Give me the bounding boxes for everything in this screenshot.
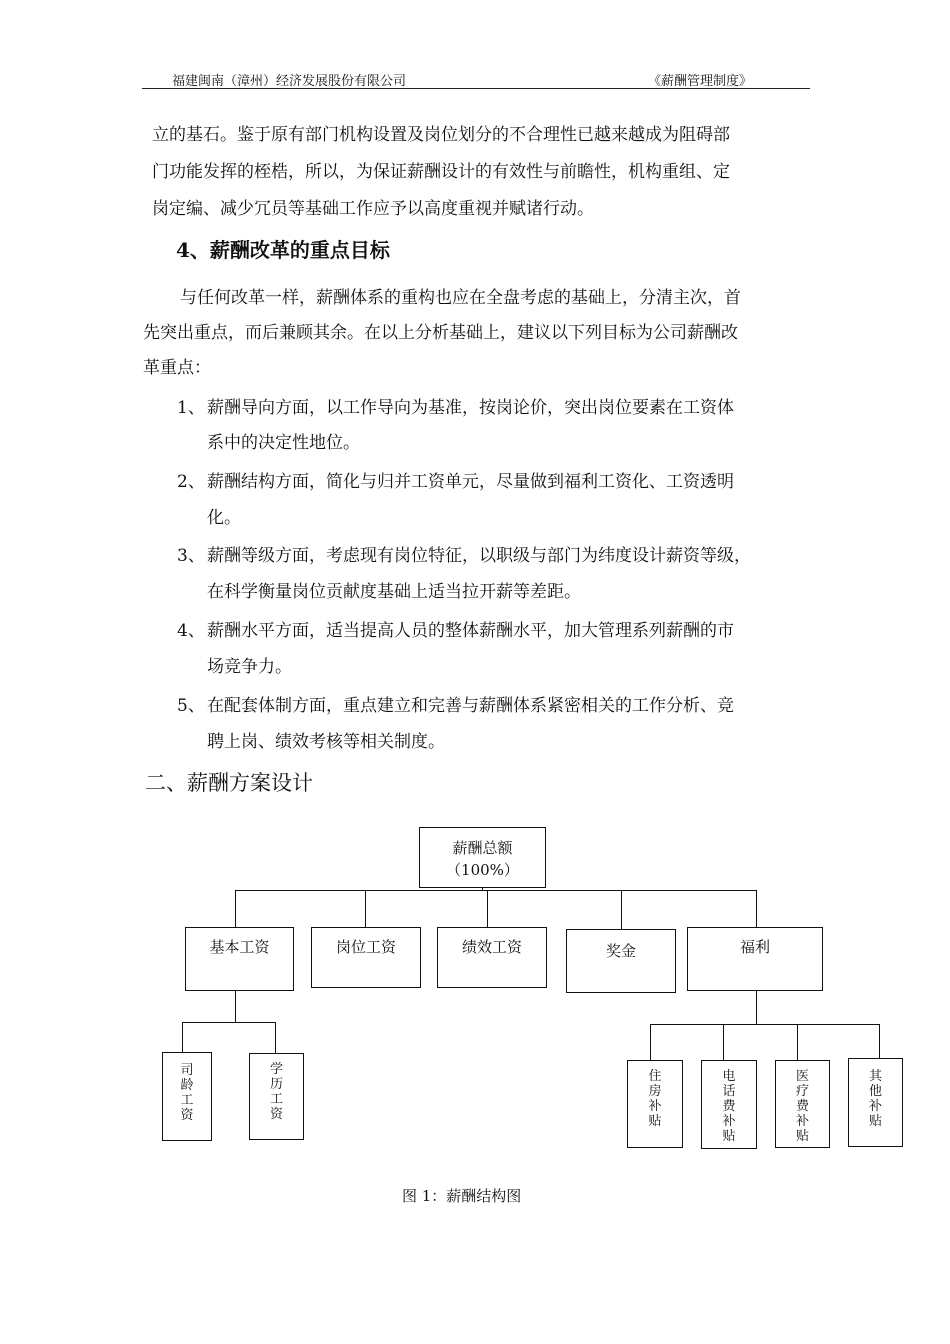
paragraph-2-line-2: 先突出重点，而后兼顾其余。在以上分析基础上，建议以下列目标为公司薪酬改 xyxy=(143,323,738,343)
education-salary-label: 学历工资 xyxy=(269,1062,283,1122)
other-allowance-label: 其他补贴 xyxy=(868,1069,882,1129)
figure-caption: 图 1：薪酬结构图 xyxy=(402,1187,522,1205)
connector-welfare xyxy=(756,890,757,927)
connector-basic-down xyxy=(235,991,236,1022)
list-item-3-number: 3、 xyxy=(177,546,205,566)
connector-level1-bus xyxy=(235,890,757,891)
list-item-1-line-2: 系中的决定性地位。 xyxy=(207,433,360,453)
seniority-salary-label: 司龄工资 xyxy=(180,1063,194,1123)
connector-basic xyxy=(235,890,236,927)
box-seniority-salary xyxy=(162,1052,212,1141)
box-basic-salary: 基本工资 xyxy=(185,927,294,991)
box-education-salary xyxy=(249,1053,304,1140)
box-housing-allowance xyxy=(627,1060,683,1148)
medical-allowance-label: 医疗费补贴 xyxy=(795,1069,809,1144)
connector-seniority xyxy=(182,1022,183,1052)
diagram-root-box xyxy=(419,827,546,888)
list-item-1-line-1: 薪酬导向方面，以工作导向为基准，按岗论价，突出岗位要素在工资体 xyxy=(207,398,734,418)
connector-welfare-down xyxy=(756,991,757,1024)
box-performance-salary: 绩效工资 xyxy=(437,927,547,988)
paragraph-2-line-3: 革重点： xyxy=(143,358,211,378)
list-item-5-line-2: 聘上岗、绩效考核等相关制度。 xyxy=(207,732,445,752)
paragraph-1-line-2: 门功能发挥的桎梏，所以，为保证薪酬设计的有效性与前瞻性，机构重组、定 xyxy=(152,162,730,182)
list-item-2-line-1: 薪酬结构方面，简化与归并工资单元，尽量做到福利工资化、工资透明 xyxy=(207,472,734,492)
list-item-3-line-1: 薪酬等级方面，考虑现有岗位特征，以职级与部门为纬度设计薪资等级， xyxy=(207,546,751,566)
list-item-3-line-2: 在科学衡量岗位贡献度基础上适当拉开薪等差距。 xyxy=(207,582,581,602)
list-item-1-number: 1、 xyxy=(177,398,205,418)
list-item-5-line-1: 在配套体制方面，重点建立和完善与薪酬体系紧密相关的工作分析、竞 xyxy=(207,696,734,716)
connector-other xyxy=(879,1024,880,1059)
box-position-salary: 岗位工资 xyxy=(311,927,421,988)
section-heading-2: 二、薪酬方案设计 xyxy=(145,771,313,795)
list-item-2-line-2: 化。 xyxy=(207,508,241,528)
connector-position xyxy=(365,890,366,927)
list-item-4-line-2: 场竞争力。 xyxy=(207,657,292,677)
box-bonus: 奖金 xyxy=(566,929,676,993)
box-other-allowance xyxy=(848,1058,903,1147)
box-medical-allowance xyxy=(775,1060,830,1148)
header-doc-title: 《薪酬管理制度》 xyxy=(648,74,753,89)
connector-welfare-bus xyxy=(650,1024,880,1025)
paragraph-1-line-3: 岗定编、减少冗员等基础工作应予以高度重视并赋诸行动。 xyxy=(152,199,594,219)
box-welfare: 福利 xyxy=(687,927,823,991)
paragraph-2-line-1: 与任何改革一样，薪酬体系的重构也应在全盘考虑的基础上，分清主次，首 xyxy=(180,288,741,308)
phone-allowance-label: 电话费补贴 xyxy=(722,1069,736,1144)
connector-housing xyxy=(650,1024,651,1061)
list-item-5-number: 5、 xyxy=(177,696,205,716)
header-rule xyxy=(142,88,810,89)
header-company: 福建闽南（漳州）经济发展股份有限公司 xyxy=(172,74,407,89)
connector-medical xyxy=(797,1024,798,1061)
connector-bonus xyxy=(621,890,622,929)
list-item-4-number: 4、 xyxy=(177,621,205,641)
connector-phone xyxy=(723,1024,724,1061)
diagram-root-percent: （100%） xyxy=(446,861,519,879)
section-heading-4: 4、薪酬改革的重点目标 xyxy=(176,238,390,262)
box-phone-allowance xyxy=(701,1060,757,1149)
connector-performance xyxy=(487,890,488,927)
list-item-2-number: 2、 xyxy=(177,472,205,492)
connector-basic-bus xyxy=(182,1022,275,1023)
housing-allowance-label: 住房补贴 xyxy=(648,1069,662,1129)
list-item-4-line-1: 薪酬水平方面，适当提高人员的整体薪酬水平，加大管理系列薪酬的市 xyxy=(207,621,734,641)
connector-education xyxy=(275,1022,276,1053)
diagram-root-label: 薪酬总额 xyxy=(452,839,513,857)
paragraph-1-line-1: 立的基石。鉴于原有部门机构设置及岗位划分的不合理性已越来越成为阻碍部 xyxy=(152,125,730,145)
